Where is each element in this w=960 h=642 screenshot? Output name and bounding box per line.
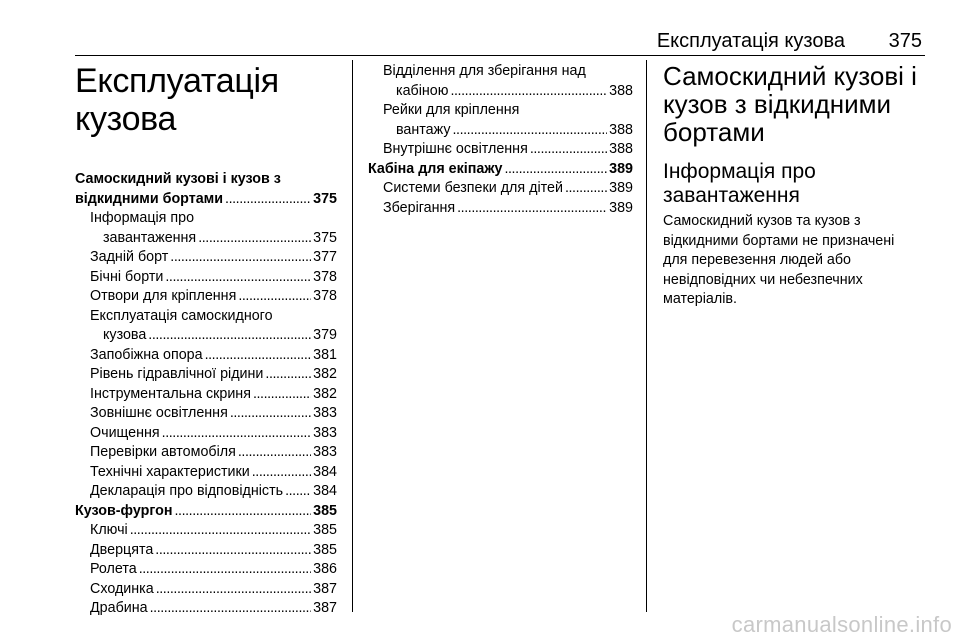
body-line: для перевезення людей або xyxy=(663,252,852,268)
toc-entry[interactable] xyxy=(75,326,337,346)
toc-label: Перевірки автомобіля xyxy=(90,444,236,460)
toc-section-line: Самоскидний кузові і кузов з xyxy=(75,171,281,187)
toc-entry[interactable] xyxy=(368,199,633,219)
toc-label: Зовнішнє освітлення xyxy=(90,405,228,421)
toc-page: 378 xyxy=(313,268,337,285)
toc-entry[interactable] xyxy=(75,482,337,502)
toc-page: 389 xyxy=(609,180,633,196)
toc-entry[interactable] xyxy=(75,599,337,619)
toc-entry[interactable] xyxy=(75,287,337,307)
toc-leader xyxy=(265,365,311,385)
section-title-line-3: бортами xyxy=(663,117,765,147)
toc-label: Отвори для кріплення xyxy=(90,288,237,304)
chapter-title-line-2: кузова xyxy=(75,100,177,138)
chapter-title xyxy=(75,62,337,138)
toc-leader xyxy=(139,560,311,580)
toc-entry[interactable] xyxy=(75,404,337,424)
toc-entry[interactable] xyxy=(368,121,633,141)
column-divider-2 xyxy=(646,60,647,612)
toc-label: Драбина xyxy=(90,600,148,616)
toc-entry-line: Рейки для кріплення xyxy=(383,102,520,118)
toc-leader xyxy=(450,82,607,102)
toc-section[interactable] xyxy=(75,502,337,522)
toc-entry[interactable] xyxy=(75,365,337,385)
toc-leader xyxy=(162,424,311,444)
body-paragraph xyxy=(663,212,928,310)
toc-page: 383 xyxy=(313,424,337,441)
toc-label: відкидними бортами xyxy=(75,190,224,207)
toc-entry[interactable] xyxy=(75,229,337,249)
running-head xyxy=(0,28,922,54)
toc-section[interactable] xyxy=(368,160,633,180)
toc-leader xyxy=(205,346,312,366)
toc-page: 388 xyxy=(609,141,633,157)
subsection-title-line-1: Інформація про xyxy=(663,160,816,183)
toc-leader xyxy=(530,140,607,160)
column-3 xyxy=(663,62,928,310)
toc-label: Системи безпеки для дітей xyxy=(383,180,563,196)
toc-leader xyxy=(155,541,311,561)
toc-page: 375 xyxy=(313,229,337,246)
toc-entry[interactable] xyxy=(75,463,337,483)
toc-leader xyxy=(170,248,311,268)
body-line: Самоскидний кузов та кузов з xyxy=(663,213,861,229)
toc-page: 387 xyxy=(313,600,337,616)
toc-page: 386 xyxy=(313,561,337,577)
toc-page: 385 xyxy=(313,541,337,558)
toc-entry[interactable] xyxy=(75,385,337,405)
toc-page: 384 xyxy=(313,483,337,499)
toc-entry[interactable] xyxy=(368,179,633,199)
toc-label: Сходинка xyxy=(90,580,154,597)
toc-label: кузова xyxy=(103,327,147,343)
toc-page: 383 xyxy=(313,444,337,460)
section-title-line-2: кузов з відкидними xyxy=(663,89,892,119)
toc-label: кабіною xyxy=(396,82,449,99)
toc-page: 389 xyxy=(609,160,633,177)
toc-page: 378 xyxy=(313,288,337,304)
toc-label: Запобіжна опора xyxy=(90,346,203,363)
section-title xyxy=(663,62,928,146)
toc-leader xyxy=(252,463,311,483)
toc-leader xyxy=(148,326,311,346)
toc-leader xyxy=(165,268,311,288)
toc-leader xyxy=(453,121,608,141)
toc-label: Технічні характеристики xyxy=(90,463,250,480)
toc-label: Кабіна для екіпажу xyxy=(368,160,503,177)
toc-page: 383 xyxy=(313,405,337,421)
toc-leader xyxy=(225,190,311,210)
toc-leader xyxy=(253,385,311,405)
toc-label: Ролета xyxy=(90,561,137,577)
toc-label: Кузов-фургон xyxy=(75,502,173,519)
table-of-contents xyxy=(75,170,337,619)
toc-label: Очищення xyxy=(90,424,160,441)
page-number: 375 xyxy=(888,30,922,52)
watermark: carmanualsonline.info xyxy=(731,612,952,637)
toc-page: 385 xyxy=(313,502,337,519)
toc-entry[interactable] xyxy=(75,443,337,463)
body-line: невідповідних чи небезпечних xyxy=(663,271,863,288)
toc-leader xyxy=(150,599,312,619)
body-line: матеріалів. xyxy=(663,291,737,307)
section-title-line-1: Самоскидний кузові і xyxy=(663,61,917,91)
subsection-title xyxy=(663,160,928,208)
toc-label: вантажу xyxy=(396,121,451,138)
toc-label: Задній борт xyxy=(90,249,169,265)
column-2 xyxy=(368,62,633,218)
toc-leader xyxy=(156,580,311,600)
column-1 xyxy=(75,62,337,619)
toc-entry[interactable] xyxy=(75,248,337,268)
toc-section[interactable] xyxy=(75,190,337,210)
toc-page: 384 xyxy=(313,463,337,480)
toc-entry[interactable] xyxy=(75,521,337,541)
toc-label: Декларація про відповідність xyxy=(90,483,284,499)
toc-leader xyxy=(565,179,607,199)
toc-page: 379 xyxy=(313,327,337,343)
subsection-title-line-2: завантаження xyxy=(663,184,800,207)
toc-page: 375 xyxy=(313,190,337,207)
toc-page: 382 xyxy=(313,385,337,402)
toc-entry[interactable] xyxy=(75,268,337,288)
running-head-title: Експлуатація кузова xyxy=(656,30,845,52)
toc-label: Дверцята xyxy=(90,541,154,558)
toc-entry-line: Інформація про xyxy=(90,210,195,226)
toc-entry[interactable] xyxy=(75,560,337,580)
toc-label: Ключі xyxy=(90,522,128,538)
toc-leader xyxy=(198,229,311,249)
toc-page: 389 xyxy=(609,199,633,216)
toc-page: 387 xyxy=(313,580,337,597)
header-rule xyxy=(75,55,925,56)
toc-leader xyxy=(457,199,607,219)
toc-page: 381 xyxy=(313,346,337,363)
toc-label: Рівень гідравлічної рідини xyxy=(90,366,264,382)
toc-entry[interactable] xyxy=(75,424,337,444)
toc-page: 377 xyxy=(313,249,337,265)
toc-leader xyxy=(285,482,311,502)
toc-entry[interactable] xyxy=(75,580,337,600)
toc-entry[interactable] xyxy=(75,346,337,366)
toc-page: 382 xyxy=(313,366,337,382)
toc-leader xyxy=(174,502,311,522)
toc-label: Інструментальна скриня xyxy=(90,385,251,402)
toc-leader xyxy=(238,443,311,463)
toc-leader xyxy=(238,287,311,307)
toc-entry-line: Відділення для зберігання над xyxy=(383,63,586,79)
column-divider-1 xyxy=(352,60,353,612)
toc-entry[interactable] xyxy=(368,82,633,102)
toc-leader xyxy=(504,160,607,180)
toc-leader xyxy=(130,521,311,541)
toc-entry[interactable] xyxy=(75,541,337,561)
toc-page: 385 xyxy=(313,522,337,538)
toc-entry[interactable] xyxy=(368,140,633,160)
chapter-title-line-1: Експлуатація xyxy=(75,62,279,100)
toc-page: 388 xyxy=(609,82,633,99)
body-line: відкидними бортами не призначені xyxy=(663,232,895,249)
toc-label: завантаження xyxy=(103,229,197,246)
toc-label: Бічні борти xyxy=(90,268,164,285)
toc-label: Зберігання xyxy=(383,199,456,216)
toc-page: 388 xyxy=(609,121,633,138)
toc-label: Внутрішнє освітлення xyxy=(383,141,528,157)
toc-leader xyxy=(230,404,311,424)
toc-entry-line: Експлуатація самоскидного xyxy=(90,307,273,324)
